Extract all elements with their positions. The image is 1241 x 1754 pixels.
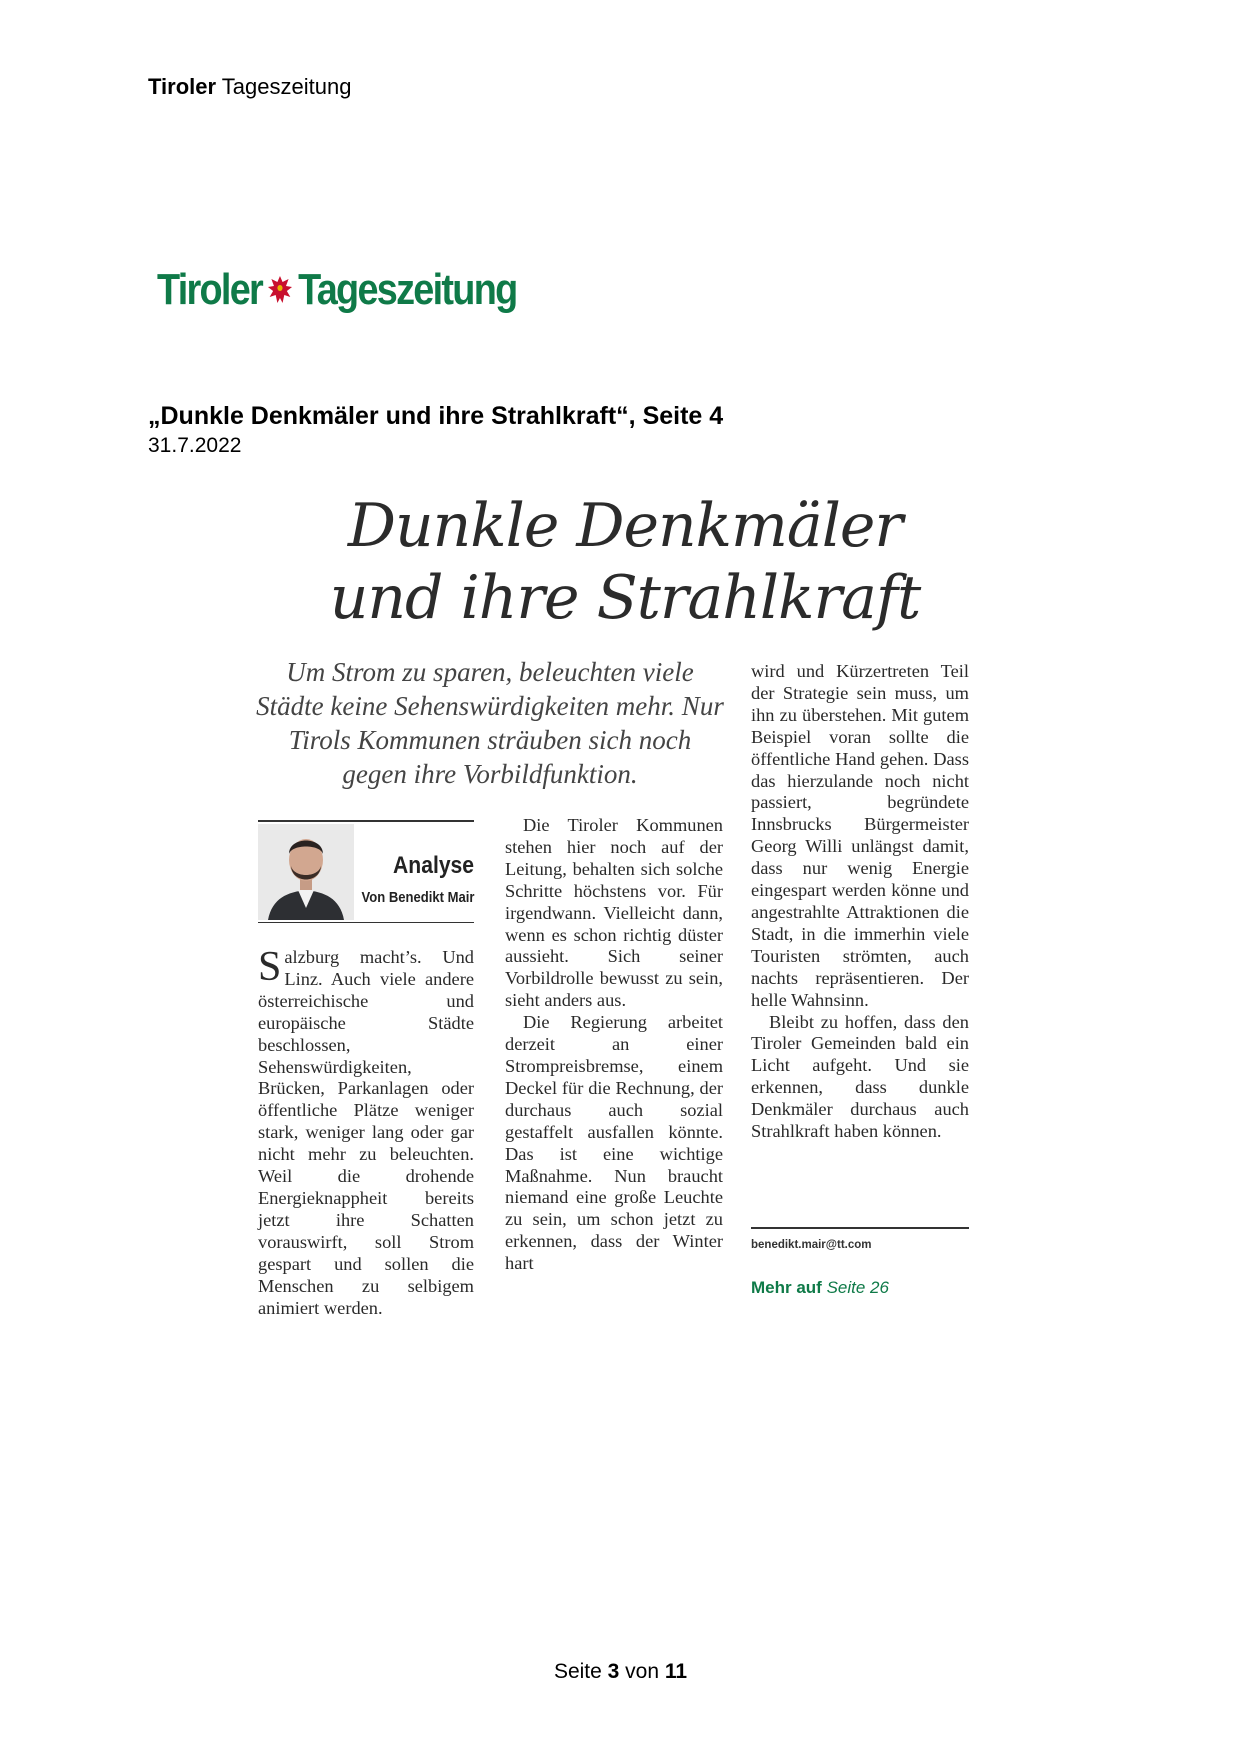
column-2-paragraph-2: Die Regierung arbeitet derzeit an einer Strompreisbremse, einem Deckel für die Rechnung, der durchaus auch sozial gestaffelt ausfallen könnte. Das ist eine wichtige Maßnahme. Nun braucht niemand eine große Leuchte zu sein, um schon jetzt zu erkennen, dass der Winter hart xyxy=(505,1012,723,1274)
article-headline xyxy=(255,490,995,634)
more-label: Mehr auf xyxy=(751,1278,822,1297)
column-2-paragraph-1: Die Tiroler Kommunen stehen hier noch auf der Leitung, behalten sich solche Schritte höchstens vor. Für irgendwann. Vielleicht dann, wenn es schon richtig düster aussieht. Sich seiner Vorbildrolle bewusst zu sein, sieht anders aus. xyxy=(505,815,723,1011)
article-column-2 xyxy=(505,815,723,1275)
header-brand-bold: Tiroler xyxy=(148,74,217,99)
article-column-3 xyxy=(751,661,969,1143)
dropcap: S xyxy=(258,944,282,990)
divider xyxy=(751,1227,969,1229)
footer-middle: von xyxy=(619,1660,665,1683)
more-on-page-link xyxy=(751,1278,889,1298)
headline-line-2: und ihre Strahlkraft xyxy=(329,563,921,633)
section-label: Analyse xyxy=(392,852,474,879)
newspaper-logo xyxy=(157,262,516,318)
more-page: Seite 26 xyxy=(821,1278,889,1297)
document-header xyxy=(148,74,351,100)
author-email: benedikt.mair@tt.com xyxy=(751,1239,872,1251)
logo-text-right: Tageszeitung xyxy=(298,265,517,314)
article-teaser: Um Strom zu sparen, beleuchten viele Städte keine Sehenswürdigkeiten mehr. Nur Tirols Kommunen sträuben sich noch gegen ihre Vorbildfunktion. xyxy=(256,657,724,789)
footer-total-pages: 11 xyxy=(664,1660,688,1683)
column-1-text: alzburg macht’s. Und Linz. Auch viele andere österreichische und europäische Städte beschlossen, Sehenswürdigkeiten, Brücken, Parkanlagen oder öffentliche Plätze weniger stark, weniger lang oder gar nicht mehr zu beleuchten. Weil die drohende Energieknappheit bereits jetzt ihre Schatten vorauswirft, soll Strom gespart und sollen die Menschen zu selbigem animiert werden. xyxy=(258,947,474,1318)
column-3-paragraph-2: Bleibt zu hoffen, dass den Tiroler Gemeinden bald ein Licht aufgeht. Und sie erkennen, dass dunkle Denkmäler durchaus auch Strahlkraft haben können. xyxy=(751,1011,969,1142)
column-3-paragraph-1: wird und Kürzertreten Teil der Strategie sein muss, um ihn zu überstehen. Mit gutem Beispiel voran sollte die öffentliche Hand gehen. Dass das hierzulande noch nicht passiert, begründete Innsbrucks Bürgermeister Georg Willi unlängst damit, dass nur wenig Energie eingespart werden könne und angestrahlte Attraktionen die Stadt, in die immerhin viele Touristen strömten, auch nachts repräsentieren. Der helle Wahnsinn. xyxy=(751,661,969,1010)
header-brand-regular: Tageszeitung xyxy=(216,74,352,99)
logo-text-left: Tiroler xyxy=(157,265,263,314)
page-footer xyxy=(0,1660,1241,1684)
article-date: 31.7.2022 xyxy=(148,434,242,457)
article-reference-title: „Dunkle Denkmäler und ihre Strahlkraft“, Seite 4 xyxy=(148,402,724,430)
author-avatar xyxy=(258,824,354,920)
author-box xyxy=(258,820,474,923)
tyrolean-eagle-icon xyxy=(265,273,294,307)
article-column-1 xyxy=(258,944,474,1319)
footer-prefix: Seite xyxy=(553,1660,608,1683)
headline-line-1: Dunkle Denkmäler xyxy=(347,491,903,561)
newspaper-clipping xyxy=(255,490,995,1318)
author-byline: Von Benedikt Mair xyxy=(361,890,474,906)
footer-current-page: 3 xyxy=(607,1660,620,1683)
